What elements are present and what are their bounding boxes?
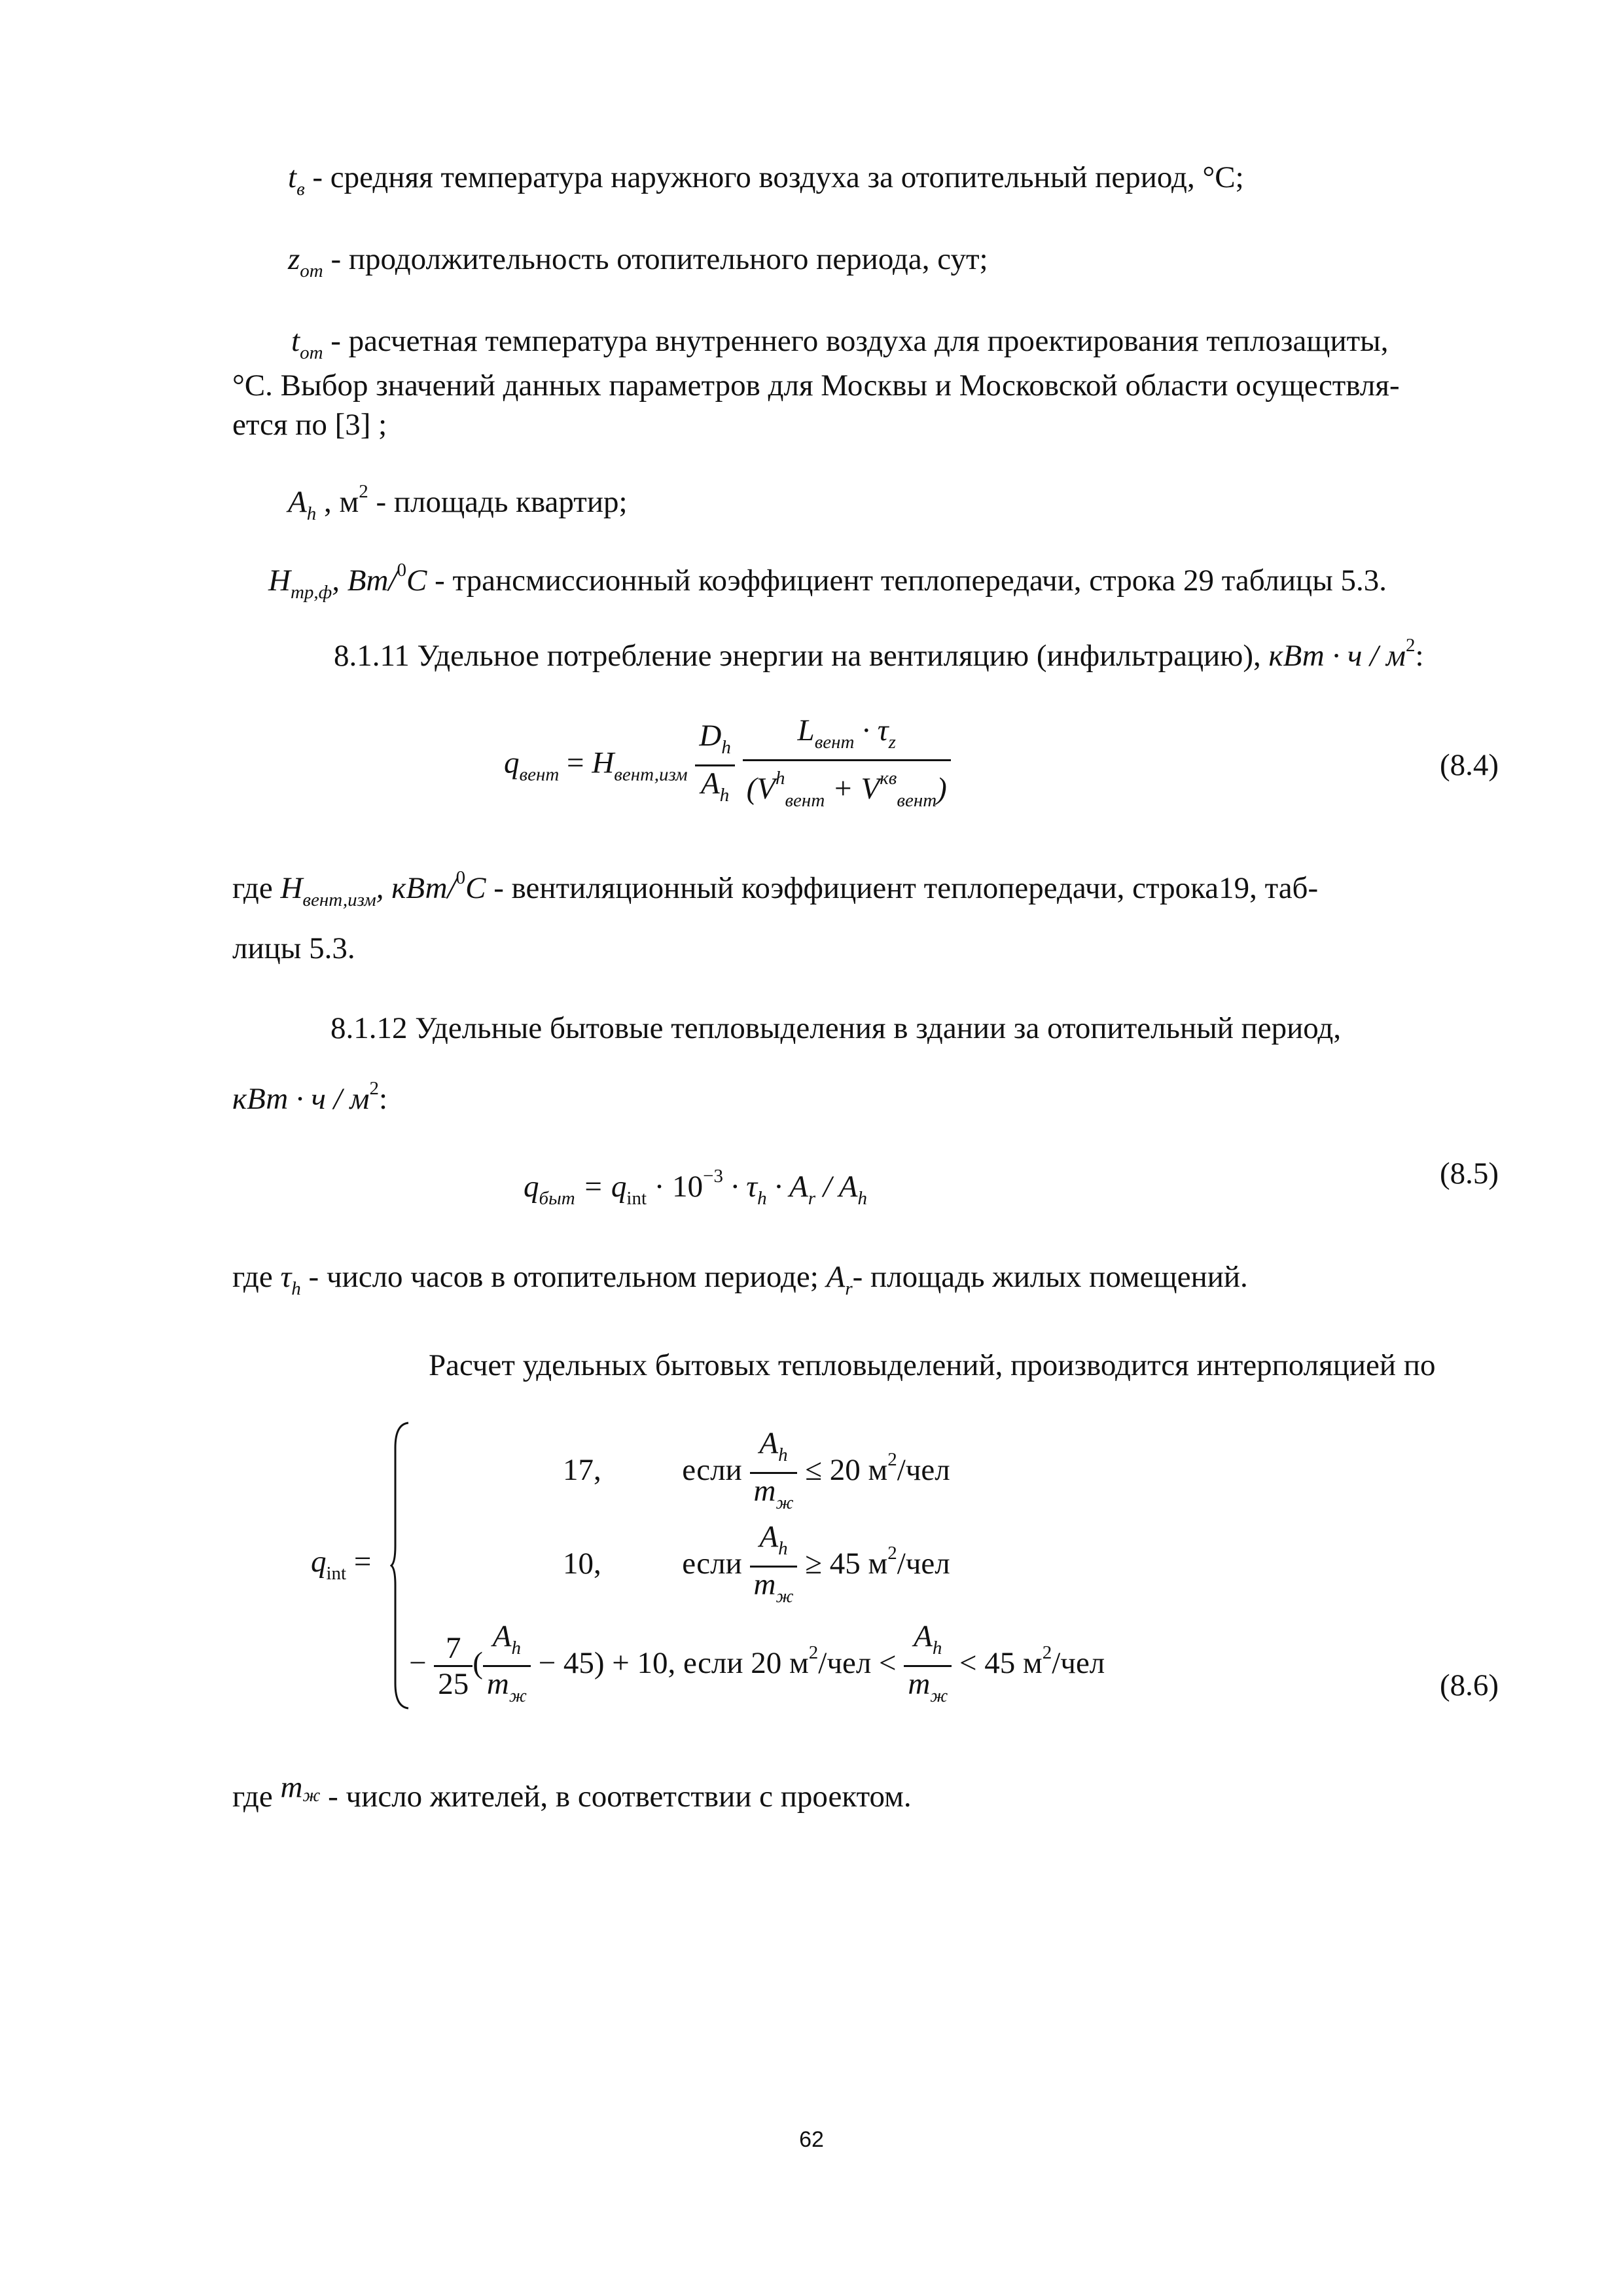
symbol: t	[288, 160, 297, 194]
denominator	[695, 766, 734, 812]
denominator-symbol: m	[753, 1473, 776, 1508]
numerator-subscript: h	[932, 1637, 942, 1659]
numerator: 7	[434, 1631, 473, 1667]
case-1	[563, 1424, 950, 1520]
numerator-subscript: h	[778, 1444, 788, 1465]
v2-superscript: кв	[880, 768, 897, 789]
equation-8-4	[504, 713, 951, 817]
lhs: q	[504, 745, 520, 780]
numerator-symbol: A	[914, 1619, 933, 1653]
minus: −	[409, 1646, 427, 1680]
lhs-subscript: быт	[539, 1188, 575, 1209]
denominator-symbol: m	[908, 1666, 931, 1701]
symbol: H	[280, 871, 303, 905]
definition-z-period	[288, 239, 988, 291]
definition-text: - расчетная температура внутреннего воздуха для проектирования теплозащиты,	[323, 324, 1389, 358]
exponent: −3	[703, 1166, 724, 1187]
numerator	[750, 1520, 798, 1568]
equation-8-6-lhs	[311, 1541, 371, 1594]
symbol-subscript: от	[300, 342, 323, 363]
denominator-subscript: h	[719, 785, 730, 806]
numerator-subscript: h	[721, 737, 731, 758]
h-symbol: H	[592, 745, 615, 780]
lhs-subscript: int	[326, 1563, 347, 1584]
sq-superscript: 2	[1042, 1642, 1052, 1663]
denominator-symbol: A	[701, 766, 720, 800]
v1-superscript: h	[775, 768, 785, 789]
case-if: если	[682, 1453, 742, 1487]
ar-subscript: r	[808, 1188, 816, 1209]
definition-h-transmission	[268, 550, 1387, 613]
prefix: где	[232, 1260, 281, 1294]
symbol-2: A	[826, 1260, 846, 1294]
section-8-1-12-line2	[232, 1068, 387, 1119]
denominator-subscript: ж	[508, 1685, 527, 1706]
ar: · A	[766, 1170, 808, 1204]
paren-open: (	[473, 1646, 483, 1680]
lhs-subscript: вент	[519, 764, 560, 785]
unit: , Bт/	[332, 564, 397, 598]
unit-tail: C	[406, 564, 427, 598]
denominator-subscript: ж	[776, 1585, 794, 1607]
numerator	[483, 1619, 531, 1667]
case-condition: ≥ 45 м	[797, 1547, 888, 1581]
case-value: 17,	[563, 1453, 601, 1487]
case-lt: < 45 м	[952, 1646, 1043, 1680]
v2-subscript: вент	[897, 790, 937, 811]
tau-subscript: h	[757, 1188, 767, 1209]
unit-tail: /чел	[897, 1547, 950, 1581]
unit-tail: :	[1415, 639, 1424, 673]
denominator-symbol: m	[753, 1567, 776, 1602]
definition-h-ventilation-line1	[232, 857, 1318, 920]
symbol-subscript: вент,изм	[302, 889, 376, 910]
mid-unit: /чел <	[818, 1646, 897, 1680]
unit-superscript: 2	[359, 481, 368, 502]
numerator	[750, 1426, 798, 1474]
symbol-subscript: в	[296, 179, 305, 200]
unit-tail: C	[465, 871, 486, 905]
sq-superscript: 2	[887, 1543, 897, 1564]
definition-text: - площадь квартир;	[368, 485, 628, 519]
numerator-symbol: A	[759, 1519, 779, 1554]
section-8-1-11	[334, 625, 1424, 676]
unit: кВт · ч / м	[1268, 639, 1406, 673]
fraction-ah-m	[904, 1619, 952, 1713]
numerator-symbol: D	[699, 719, 722, 753]
fraction-ah-m	[483, 1619, 531, 1713]
unit-superscript: 2	[1405, 635, 1416, 656]
numerator-symbol: A	[492, 1619, 512, 1653]
definition-t-indoor-line2: °С. Выбор значений данных параметров для Москвы и Московской области осуществля-	[232, 368, 1400, 403]
fraction-dh-ah	[695, 719, 734, 812]
definition-text: - число жителей, в соответствии с проектом.	[320, 1780, 912, 1814]
definition-text: - вентиляционный коэффициент теплопередачи, строка19, таб-	[486, 871, 1319, 905]
l-subscript: вент	[814, 732, 855, 753]
case-condition: ≤ 20 м	[797, 1453, 888, 1487]
tau: · τ	[723, 1170, 758, 1204]
section-8-1-12-line1: 8.1.12 Удельные бытовые тепловыделения в здании за отопительный период,	[330, 1011, 1342, 1045]
equals: =	[559, 745, 592, 780]
symbol-subscript: тр,ф	[290, 582, 332, 603]
definition-t-outdoor	[288, 157, 1244, 209]
definition-t-indoor-line3: ется по [3] ;	[232, 408, 387, 442]
equation-number-8-5: (8.5)	[1439, 1157, 1499, 1191]
case-2	[563, 1517, 950, 1613]
denominator	[743, 761, 951, 817]
sq-superscript: 2	[887, 1449, 897, 1470]
numerator	[743, 713, 951, 761]
sq-superscript: 2	[808, 1642, 819, 1663]
lhs: q	[311, 1545, 327, 1579]
q-subscript: int	[626, 1188, 647, 1209]
equals-q: = q	[575, 1170, 627, 1204]
v1-subscript: вент	[785, 790, 825, 811]
definition-text: - трансмиссионный коэффициент теплопередачи, строка 29 таблицы 5.3.	[427, 564, 1387, 598]
div-ah: / A	[815, 1170, 858, 1204]
denominator-symbol: m	[486, 1666, 509, 1701]
symbol-subscript: h	[291, 1278, 301, 1299]
case-3	[409, 1617, 1105, 1713]
unit: , кВт/	[376, 871, 456, 905]
unit: кВт · ч / м	[232, 1082, 370, 1116]
numerator-subscript: h	[778, 1537, 788, 1559]
unit-tail: /чел	[897, 1453, 950, 1487]
numerator-symbol: A	[759, 1426, 779, 1460]
tau-subscript: z	[888, 732, 896, 753]
symbol: H	[268, 564, 291, 598]
symbol-subscript: ж	[302, 1785, 321, 1806]
numerator	[904, 1619, 952, 1667]
equals: =	[346, 1545, 372, 1579]
denominator	[750, 1474, 798, 1520]
symbol: z	[288, 242, 300, 276]
case-if: если 20 м	[675, 1646, 809, 1680]
end-unit: /чел	[1052, 1646, 1105, 1680]
equation-number-8-4: (8.4)	[1439, 748, 1499, 782]
prefix: где	[232, 871, 281, 905]
denominator	[904, 1667, 952, 1713]
v-plus: + V	[825, 772, 880, 806]
numerator	[695, 719, 734, 766]
denominator: 25	[438, 1666, 469, 1701]
numerator-subscript: h	[511, 1637, 521, 1659]
fraction-l-v	[743, 713, 951, 817]
page-number: 62	[799, 2127, 824, 2152]
definition-a-area	[288, 471, 628, 534]
fraction-ah-m	[750, 1520, 798, 1613]
v-open: (V	[746, 772, 776, 806]
h-subscript: вент,изм	[614, 764, 688, 785]
denominator-subscript: ж	[776, 1492, 794, 1513]
case-rest: − 45) + 10,	[530, 1646, 676, 1680]
prefix: где	[232, 1780, 281, 1814]
ah-subscript: h	[857, 1188, 867, 1209]
denominator	[483, 1667, 531, 1713]
unit-tail: :	[378, 1082, 387, 1116]
definition-text-2: - площадь жилых помещений.	[852, 1260, 1248, 1294]
unit-superscript: 0	[397, 560, 406, 581]
unit-superscript: 2	[369, 1078, 379, 1099]
definition-h-ventilation-line2: лицы 5.3.	[232, 931, 355, 965]
equation-8-5	[524, 1156, 867, 1219]
symbol-subscript: от	[300, 260, 323, 281]
l-symbol: L	[797, 713, 815, 747]
symbol: m	[280, 1770, 303, 1804]
lhs: q	[524, 1170, 539, 1204]
equation-number-8-6: (8.6)	[1439, 1668, 1499, 1702]
fraction-7-25	[434, 1631, 473, 1701]
fraction-ah-m	[750, 1426, 798, 1520]
definition-tau-ar	[232, 1257, 1248, 1309]
unit-superscript: 0	[455, 867, 466, 888]
denominator-subscript: ж	[930, 1685, 948, 1706]
case-if: если	[682, 1547, 742, 1581]
symbol-subscript: h	[306, 503, 317, 524]
unit: , м	[316, 485, 359, 519]
v-close: )	[936, 772, 947, 806]
left-brace-icon	[390, 1422, 410, 1710]
definition-text: - средняя температура наружного воздуха за отопительный период, °С;	[304, 160, 1244, 194]
symbol: t	[291, 324, 300, 358]
tau-symbol: · τ	[854, 713, 889, 747]
definition-m-residents	[232, 1767, 912, 1817]
interpolation-intro: Расчет удельных бытовых тепловыделений, производится интерполяцией по	[429, 1348, 1436, 1382]
definition-text: - число часов в отопительном периоде;	[300, 1260, 827, 1294]
mult-ten: · 10	[647, 1170, 704, 1204]
case-value: 10,	[563, 1547, 601, 1581]
section-text: 8.1.11 Удельное потребление энергии на вентиляцию (инфильтрацию),	[334, 639, 1261, 673]
definition-text: - продолжительность отопительного периода, сут;	[323, 242, 988, 276]
denominator	[750, 1568, 798, 1613]
symbol: τ	[280, 1260, 292, 1294]
symbol-2-subscript: r	[845, 1278, 853, 1299]
symbol: A	[288, 485, 307, 519]
